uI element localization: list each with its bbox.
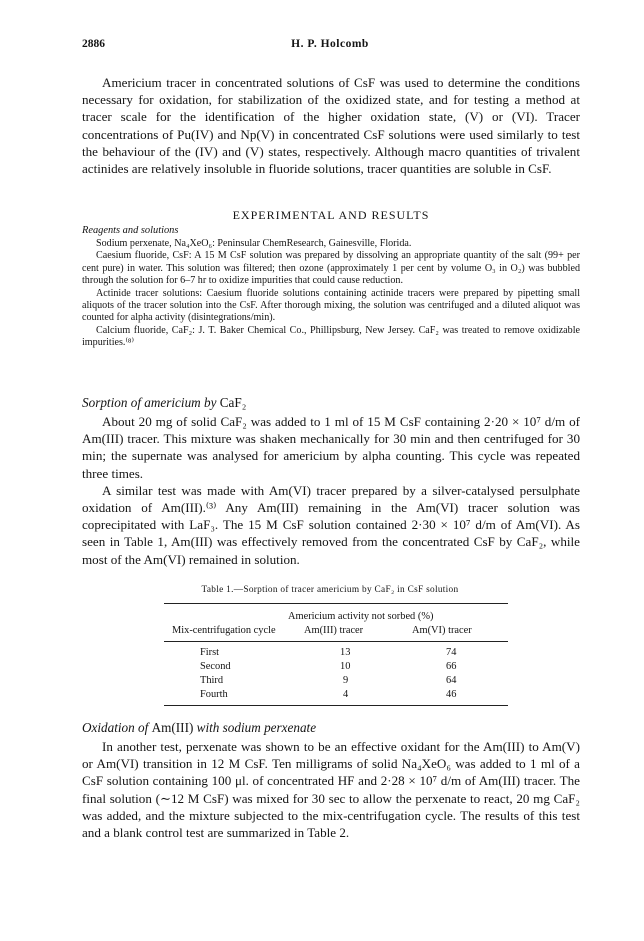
- intro-paragraph: Americium tracer in concentrated solutions of CsF was used to determine the conditions necessary for oxidation, for stabilization of the oxidized state, and for testing a method at tracer scale for the identification of the higher oxidation state, (V) or (VI). Tracer concentrations of Pu(IV) and Np(V) in concentrated CsF solutions were used similarly to test the behaviour of the (IV) and (V) states, respectively. Although macro quantities of trivalent actinides are relatively insoluble in fluoride solutions, tracer quantities are soluble in CsF.: [82, 75, 580, 177]
- sorption-heading-formula: CaF₂: [219, 395, 247, 410]
- oxidation-section: [82, 720, 580, 841]
- table-bottom-rule: [164, 705, 508, 706]
- table-cell: 13: [340, 647, 351, 658]
- sorption-section: [82, 395, 580, 568]
- experimental-section: [82, 208, 580, 350]
- sorption-paragraph: A similar test was made with Am(VI) tracer prepared by a silver-catalysed persulphate oxidation of Am(III).⁽³⁾ Any Am(III) remaining in the Am(VI) tracer solution was coprecipitated with LaF₃. The 15 M CsF solution contained 2·30 × 10⁷ d/m of Am(VI). As seen in Table 1, Am(III) was effectively removed from the concentrated CsF by CaF₂, while most of the Am(VI) remained in solution.: [82, 482, 580, 567]
- oxidation-heading-text: Oxidation of: [82, 720, 152, 735]
- table-cell: Third: [200, 675, 224, 686]
- sorption-paragraph: About 20 mg of solid CaF₂ was added to 1 ml of 15 M CsF containing 2·20 × 10⁷ d/m of Am(III) tracer. This mixture was shaken mechanically for 30 min and then centrifuged for 30 min; the supernate was analysed for americium by alpha counting. This cycle was repeated three times.: [82, 414, 580, 481]
- table-top-rule: [164, 603, 508, 604]
- oxidation-heading-species: Am(III): [151, 720, 194, 735]
- reagents-heading: Reagents and solutions: [82, 225, 179, 236]
- oxidation-paragraph: In another test, perxenate was shown to be an effective oxidant for the Am(III) to Am(V) or Am(VI) transition in 12 M CsF. Ten milligrams of solid Na₄XeO₆ was added to 1 ml of a CsF solution containing 100 μl. of concentrated HF and 2·28 × 10⁷ d/m of Am(III) tracer. The final solution (∼12 M CsF) was mixed for 30 sec to allow the perxenate to react, 20 mg CaF₂ was added, and the mixture subjected to the mix-centrifugation cycle. The results of this test and a blank control test are summarized in Table 2.: [82, 739, 580, 841]
- reagent-item: Actinide tracer solutions: Caesium fluoride solutions containing actinide tracers were prepared by pipetting small aliquots of the tracer solution into the CsF. After thorough mixing, the solution was centrifuged and a diluted aliquot was counted for alpha activity (disintegrations/min).: [82, 287, 580, 324]
- table-cell: Fourth: [200, 689, 228, 700]
- table-group-header: Americium activity not sorbed (%): [288, 611, 434, 622]
- table-1-caption: Table 1.—Sorption of tracer americium by CaF₂ in CsF solution: [201, 585, 459, 595]
- page-number: 2886: [82, 38, 105, 50]
- oxidation-heading-text: with sodium perxenate: [193, 720, 317, 735]
- sorption-heading: [82, 395, 580, 411]
- table-cell: 10: [340, 661, 351, 672]
- running-head: [82, 38, 578, 54]
- table-col-header: Mix-centrifugation cycle: [172, 625, 276, 636]
- reagent-item: Sodium perxenate, Na₄XeO₆: Peninsular ChemResearch, Gainesville, Florida.: [96, 238, 412, 249]
- table-header-rule: [164, 641, 508, 642]
- oxidation-heading: [82, 720, 580, 736]
- table-cell: 46: [446, 689, 457, 700]
- section-title: EXPERIMENTAL AND RESULTS: [232, 208, 430, 222]
- sorption-heading-text: Sorption of americium by: [82, 395, 220, 410]
- table-cell: 4: [343, 689, 349, 700]
- reagents-list: [82, 238, 580, 350]
- table-cell: Second: [200, 661, 231, 672]
- intro-section: [82, 74, 580, 177]
- table-cell: 74: [446, 647, 457, 658]
- table-col-header: Am(III) tracer: [304, 625, 364, 636]
- reagent-item: Calcium fluoride, CaF₂: J. T. Baker Chemical Co., Phillipsburg, New Jersey. CaF₂ was treated to remove oxidizable impurities.⁽⁸⁾: [82, 324, 580, 349]
- table-cell: 64: [446, 675, 457, 686]
- table-cell: 9: [343, 675, 349, 686]
- running-head-author: H. P. Holcomb: [291, 38, 369, 50]
- table-cell: 66: [446, 661, 457, 672]
- reagent-item: Caesium fluoride, CsF: A 15 M CsF solution was prepared by dissolving an appropriate quantity of the salt (99+ per cent pure) in water. This solution was filtered; then ozone (approximately 1 per cent by volume O₃ in O₂) was bubbled through the solution for 6–7 hr to oxidize impurities that could cause reduction.: [82, 250, 580, 287]
- table-cell: First: [200, 647, 220, 658]
- table-col-header: Am(VI) tracer: [412, 625, 472, 636]
